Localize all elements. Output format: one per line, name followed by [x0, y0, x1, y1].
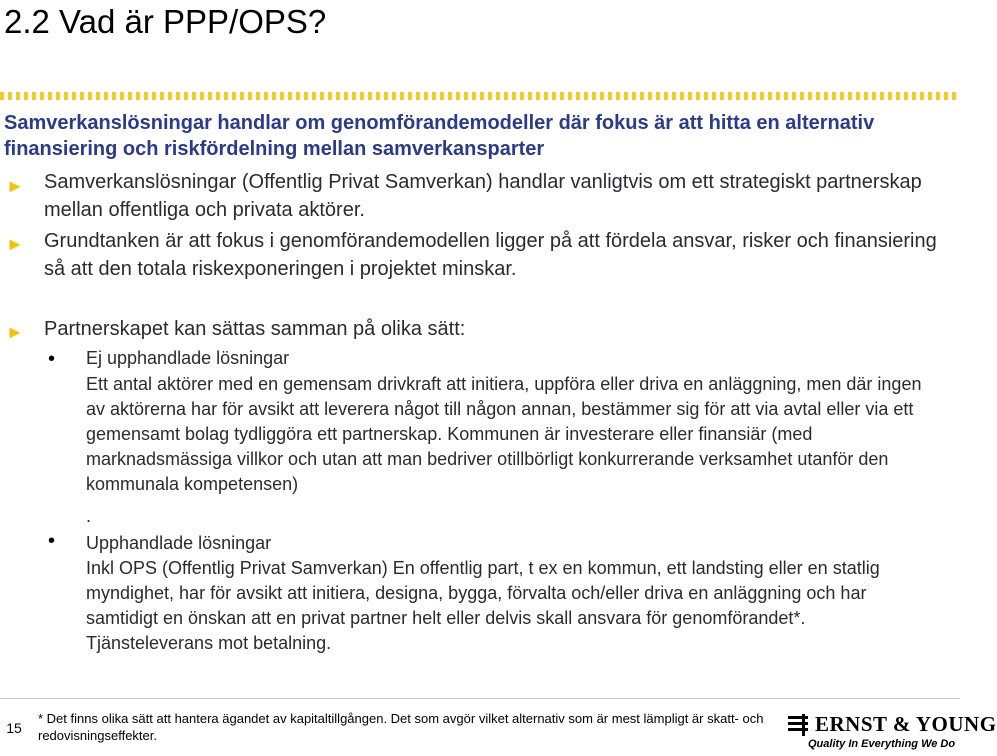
- sub-bullet-heading: Ej upphandlade lösningar: [86, 348, 290, 368]
- sub-bullet-body: Inkl OPS (Offentlig Privat Samverkan) En offentlig part, t ex en kommun, ett landsting eller en statlig myndighet, har för avsikt att initiera, designa, bygga, förvalta och/eller driva en anläggning och har samtidigt en önskan att en privat partner helt eller delvis skall ansvara för genomförandet*. Tjänsteleverans mot betalning.: [86, 558, 880, 653]
- company-logo-name: ERNST & YOUNG: [815, 712, 997, 736]
- stray-period: .: [86, 506, 92, 526]
- bullet-item: Partnerskapet kan sättas samman på olika sätt:: [44, 318, 466, 340]
- slide-title: 2.2 Vad är PPP/OPS?: [4, 3, 327, 40]
- lead-paragraph: Samverkanslösningar handlar om genomförandemodeller där fokus är att hitta en alternativ finansiering och riskfördelning mellan samverkansparter: [4, 112, 875, 160]
- bullet-arrow-icon: ►: [6, 176, 24, 196]
- decorative-dotted-rule: [0, 92, 960, 100]
- bullet-item: Grundtanken är att fokus i genomförandemodellen ligger på att fördela ansvar, risker och finansiering så att den totala riskexponeringen i projektet minskar.: [44, 230, 937, 280]
- sub-bullet-body: Ett antal aktörer med en gemensam drivkraft att initiera, uppföra eller driva en anläggning, men där ingen av aktörerna har för avsikt att leverera något till någon annan, bestämmer sig för att via avtal eller via ett gemensamt bolag tydliggöra ett partnerskap. Kommunen är investerare eller finansiär (med marknadsmässiga villkor och utan att man bedriver otillbörligt konkurrerande verksamhet utanför den kommunala kompetensen): [86, 374, 922, 494]
- sub-bullet-heading: Upphandlade lösningar: [86, 533, 272, 553]
- bullet-arrow-icon: ►: [6, 234, 24, 254]
- bullet-item: Samverkanslösningar (Offentlig Privat Samverkan) handlar vanligtvis om ett strategiskt partnerskap mellan offentliga och privata aktörer.: [44, 171, 922, 221]
- ernst-young-logo-icon: [786, 714, 812, 736]
- page-number: 15: [6, 720, 22, 736]
- sub-bullet-dot-icon: •: [48, 348, 56, 370]
- company-tagline: Quality In Everything We Do: [808, 738, 956, 750]
- bullet-arrow-icon: ►: [6, 322, 24, 342]
- footer-divider: [0, 698, 960, 699]
- sub-bullet-dot-icon: •: [48, 530, 56, 552]
- footnote: * Det finns olika sätt att hantera ägandet av kapitaltillgången. Det som avgör vilket alternativ som är mest lämpligt är skatt- och redovisningseffekter.: [38, 711, 764, 743]
